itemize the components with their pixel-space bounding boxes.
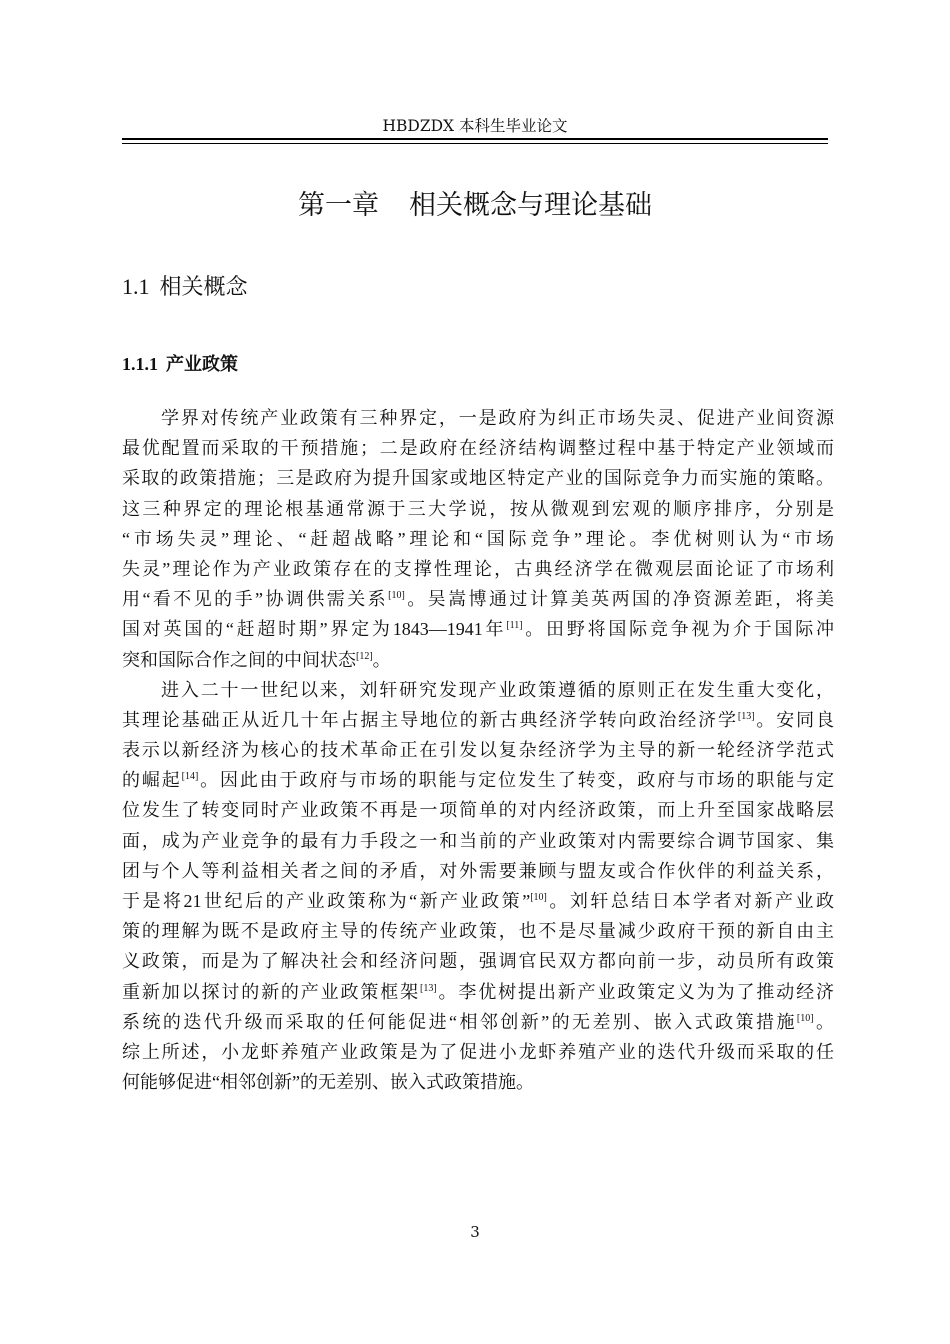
- paragraph-line: 这三种界定的理论根基通常源于三大学说，按从微观到宏观的顺序排序，分别是: [122, 498, 834, 519]
- subsection-title: 产业政策: [166, 354, 238, 375]
- paragraph-line: 于是将21世纪后的产业政策称为“新产业政策”[10]。刘轩总结日本学者对新产业政: [122, 891, 834, 911]
- paragraph-line: 国对英国的“赶超时期”界定为1843—1941年[11]。田野将国际竞争视为介于国际冲: [122, 619, 835, 640]
- paragraph-line: 系统的迭代升级而采取的任何能促进“相邻创新”的无差别、嵌入式政策措施[10]。: [122, 1011, 835, 1032]
- paragraph-line: 义政策，而是为了解决社会和经济问题，强调官民双方都向前一步，动员所有政策: [122, 951, 834, 972]
- paragraph-line: 采取的政策措施；三是政府为提升国家或地区特定产业的国际竞争力而实施的策略。: [122, 468, 834, 489]
- paragraph-line: 表示以新经济为核心的技术革命正在引发以复杂经济学为主导的新一轮经济学范式: [122, 740, 834, 761]
- subsection-heading: [122, 350, 238, 379]
- paragraph-line: 的崛起[14]。因此由于政府与市场的职能与定位发生了转变，政府与市场的职能与定: [122, 770, 835, 791]
- header-rule-thick: [122, 138, 828, 140]
- paragraph-line: 其理论基础正从近几十年占据主导地位的新古典经济学转向政治经济学[13]。安同良: [122, 709, 834, 730]
- paragraph-line: 策的理解为既不是政府主导的传统产业政策，也不是尽量减少政府干预的新自由主: [122, 921, 834, 942]
- section-title: 相关概念: [159, 275, 248, 300]
- chapter-title: 相关概念与理论基础: [409, 190, 652, 221]
- paragraph-line: 失灵”理论作为产业政策存在的支撑性理论，古典经济学在微观层面论证了市场利: [122, 558, 834, 579]
- header-rule-thin: [122, 143, 828, 144]
- paragraph-line: 进入二十一世纪以来，刘轩研究发现产业政策遵循的原则正在发生重大变化，: [161, 679, 834, 700]
- subsection-number: 1.1.1: [122, 354, 158, 374]
- page-number: 3: [470, 1223, 480, 1241]
- section-number: 1.1: [122, 274, 150, 299]
- paragraph-line: 突和国际合作之间的中间状态[12]。: [122, 649, 391, 670]
- paragraph-line: 团与个人等利益相关者之间的矛盾，对外需要兼顾与盟友或合作伙伴的利益关系，: [122, 860, 834, 881]
- paragraph-line: 位发生了转变同时产业政策不再是一项简单的对内经济政策，而上升至国家战略层: [122, 800, 834, 821]
- chapter-number: 第一章: [298, 190, 379, 221]
- chapter-heading: [122, 188, 828, 224]
- paragraph-line: 何能够促进“相邻创新”的无差别、嵌入式政策措施。: [122, 1072, 534, 1093]
- paragraph-line: 重新加以探讨的新的产业政策框架[13]。李优树提出新产业政策定义为为了推动经济: [122, 981, 835, 1002]
- paragraph-line: 面，成为产业竞争的最有力手段之一和当前的产业政策对内需要综合调节国家、集: [122, 830, 834, 851]
- body-text: [122, 403, 834, 1097]
- running-header: HBDZDX 本科生毕业论文: [382, 117, 568, 135]
- paragraph-line: 学界对传统产业政策有三种界定，一是政府为纠正市场失灵、促进产业间资源: [161, 408, 834, 428]
- paragraph-line: 综上所述，小龙虾养殖产业政策是为了促进小龙虾养殖产业的迭代升级而采取的任: [122, 1041, 834, 1062]
- paragraph-line: 最优配置而采取的干预措施；二是政府在经济结构调整过程中基于特定产业领域而: [122, 438, 834, 459]
- section-heading: [122, 272, 248, 303]
- paragraph-line: 用“看不见的手”协调供需关系[10]。吴嵩博通过计算美英两国的净资源差距，将美: [122, 589, 835, 610]
- paragraph-line: “市场失灵”理论、“赶超战略”理论和“国际竞争”理论。李优树则认为“市场: [122, 528, 834, 549]
